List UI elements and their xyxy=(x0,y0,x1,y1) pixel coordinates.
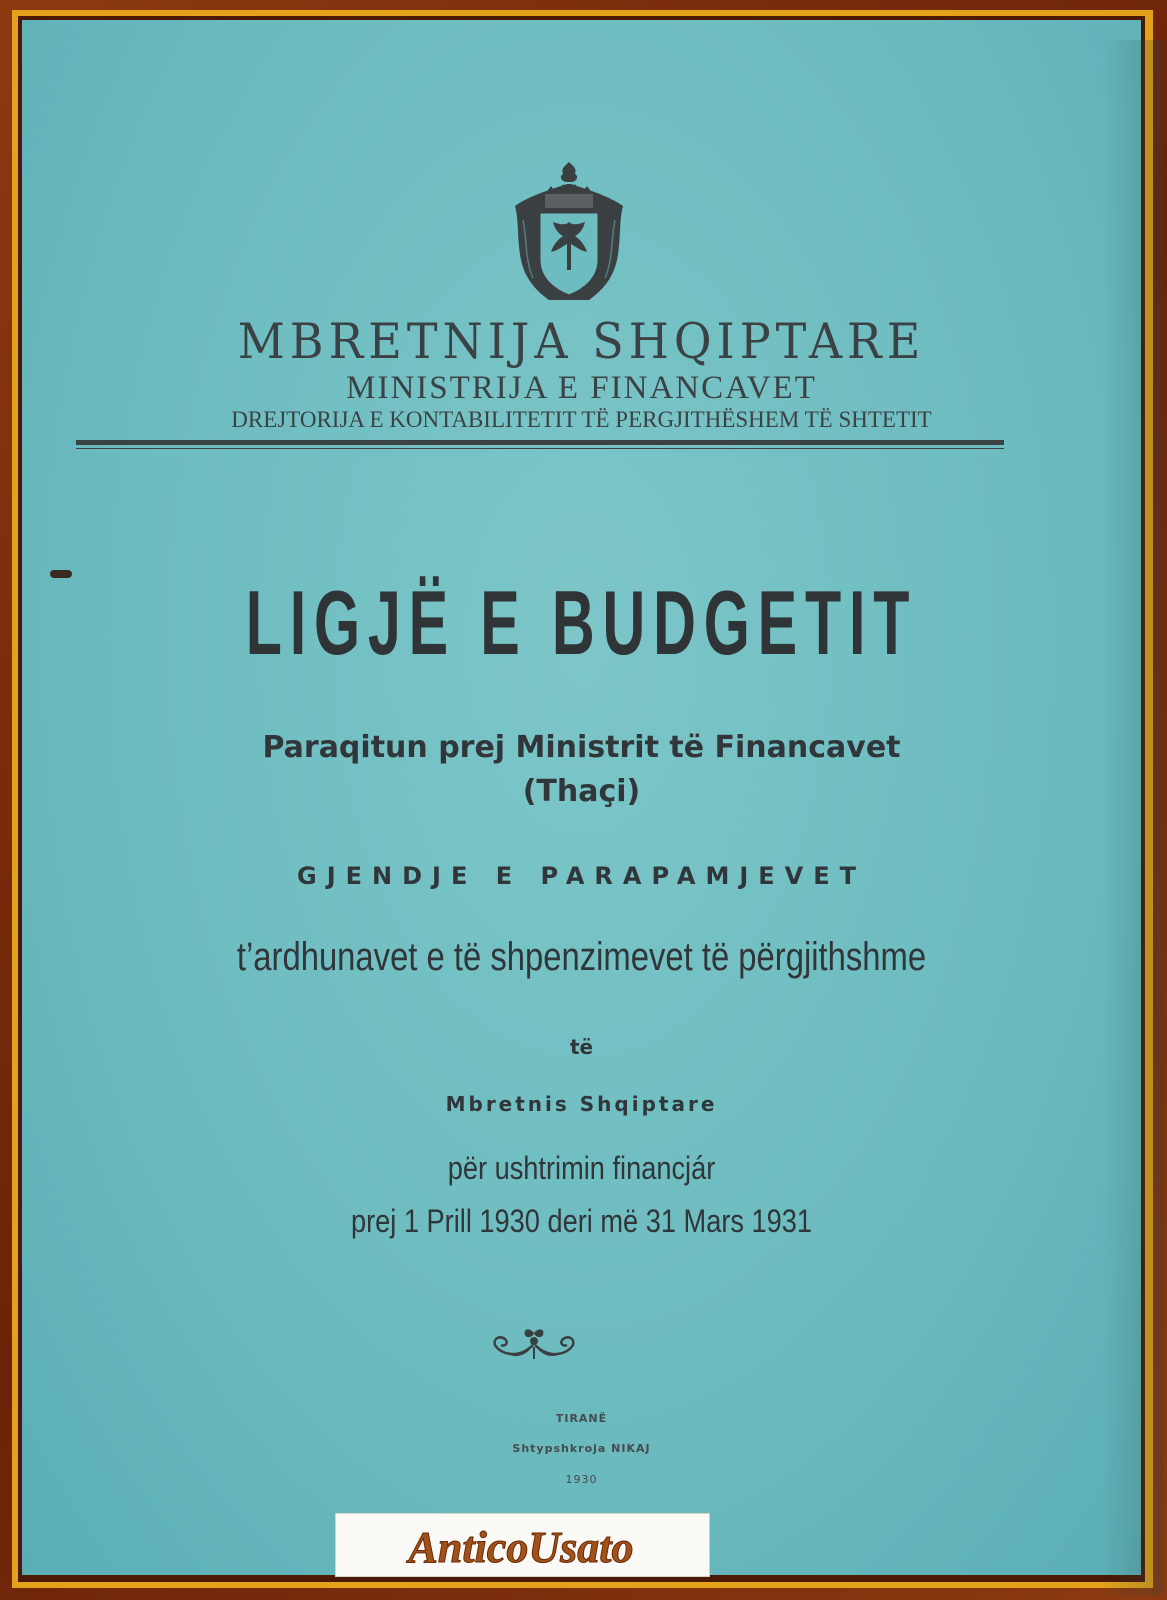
minister-name: (Thaçi) xyxy=(522,774,641,809)
fiscal-period-line: prej 1 Prill 1930 deri më 31 Mars 1931 xyxy=(350,1203,813,1239)
header-divider-thick xyxy=(76,440,1004,445)
fiscal-exercise-line: për ushtrimin financjár xyxy=(447,1150,716,1186)
watermark-text: AnticoUsato xyxy=(408,1523,634,1572)
imprint-city: TIRANË xyxy=(555,1412,608,1425)
header-divider-thin xyxy=(76,448,1004,449)
subject-line: t’ardhunavet e të shpenzimevet të përgjithshme xyxy=(236,935,927,979)
book-cover xyxy=(22,20,1141,1575)
kingdom-genitive-line: Mbretnis Shqiptare xyxy=(445,1092,718,1116)
presented-by-line: Paraqitun prej Ministrit të Financavet xyxy=(262,730,901,765)
watermark-logo xyxy=(335,1518,708,1574)
kingdom-heading: MBRETNIJA SHQIPTARE xyxy=(237,312,926,370)
ministry-heading: MINISTRIJA E FINANCAVET xyxy=(346,370,817,406)
directorate-heading: DREJTORIJA E KONTABILITETIT TË PERGJITHËSHEM TË SHTETIT xyxy=(231,407,932,432)
binding-hole xyxy=(50,570,72,578)
floral-ornament-icon xyxy=(489,1323,579,1363)
imprint-printer: Shtypshkroja NIKAJ xyxy=(512,1442,651,1455)
statement-heading: GJENDJE E PARAPAMJEVET xyxy=(297,862,866,890)
royal-coat-of-arms-icon xyxy=(509,160,629,310)
document-title: LIGJË E BUDGETIT xyxy=(245,572,918,675)
cover-edge-shadow xyxy=(1102,40,1163,1595)
imprint-year: 1930 xyxy=(565,1473,598,1486)
connector-word: të xyxy=(569,1035,594,1059)
